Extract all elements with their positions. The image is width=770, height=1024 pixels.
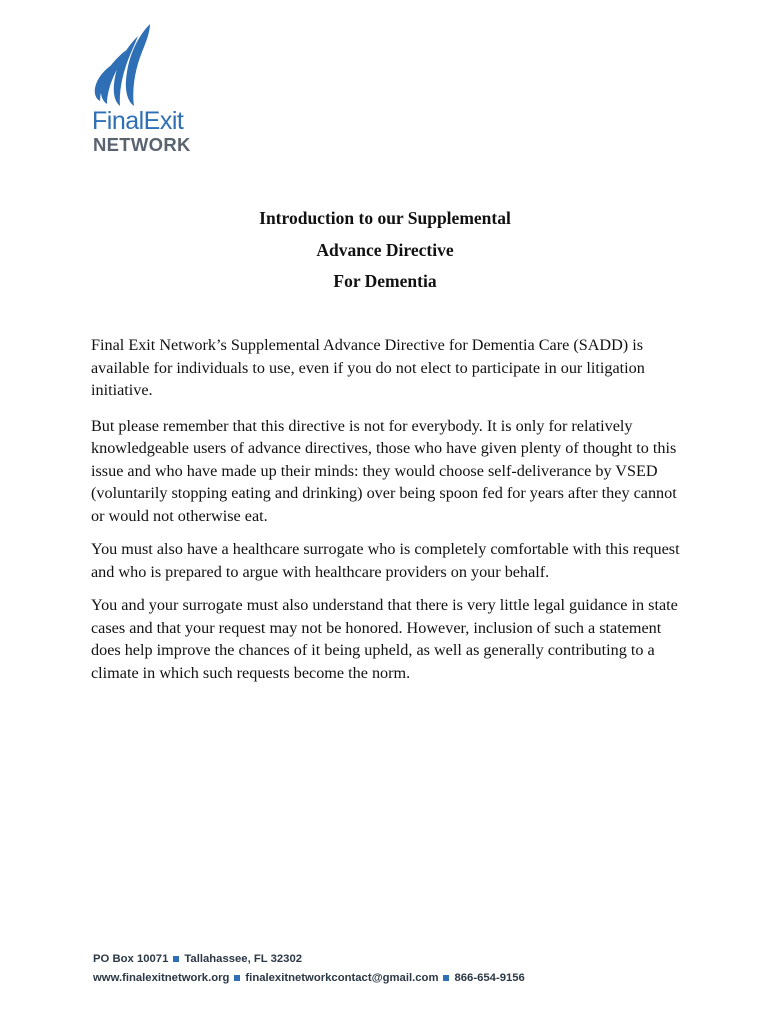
paragraph-intro: Final Exit Network’s Supplemental Advance Directive for Dementia Care (SADD) is available for individuals to use, even if you do not elect to participate in our litigation initiative.: [91, 336, 645, 399]
footer-email-link[interactable]: finalexitnetworkcontact@gmail.com: [245, 972, 439, 984]
footer-line-2: [93, 969, 525, 988]
title-line-3: For Dementia: [333, 271, 437, 291]
title-line-2: Advance Directive: [316, 239, 454, 260]
footer-line-1: [93, 950, 525, 969]
square-bullet-icon: [443, 975, 449, 981]
paragraph-legal-guidance: You and your surrogate must also understand that there is very little legal guidance in state cases and that your request may not be honored. However, inclusion of such a statement does help improve the chances of it being upheld, as well as generally contributing to a climate in which such requests become the norm.: [91, 596, 678, 682]
title-line-1: Introduction to our Supplemental: [259, 208, 511, 228]
footer-po-box: PO Box 10071: [93, 953, 169, 965]
body-text: [91, 334, 691, 695]
footer-city: Tallahassee, FL 32302: [184, 953, 303, 965]
footer-website-link[interactable]: www.finalexitnetwork.org: [93, 972, 230, 984]
logo-wordmark-finalexit: FinalExit: [92, 107, 184, 135]
paragraph-healthcare-surrogate: You must also have a healthcare surrogate who is completely comfortable with this request and who is prepared to argue with healthcare providers on your behalf.: [91, 540, 680, 581]
finalexit-swoosh-icon: [88, 22, 200, 108]
paragraph-not-for-everybody: But please remember that this directive is not for everybody. It is only for relatively knowledgeable users of advance directives, those who have given plenty of thought to this issue and who have made up their minds: they would choose self-deliverance by VSED (voluntarily stopping eating and drinking) over being spoon fed for years after they cannot or would not otherwise eat.: [91, 416, 677, 525]
square-bullet-icon: [173, 956, 179, 962]
footer-phone: 866-654-9156: [454, 972, 525, 984]
logo-wordmark-network: NETWORK: [93, 134, 191, 155]
footer-contact: [93, 950, 525, 988]
square-bullet-icon: [234, 975, 240, 981]
page-title: [0, 203, 770, 298]
